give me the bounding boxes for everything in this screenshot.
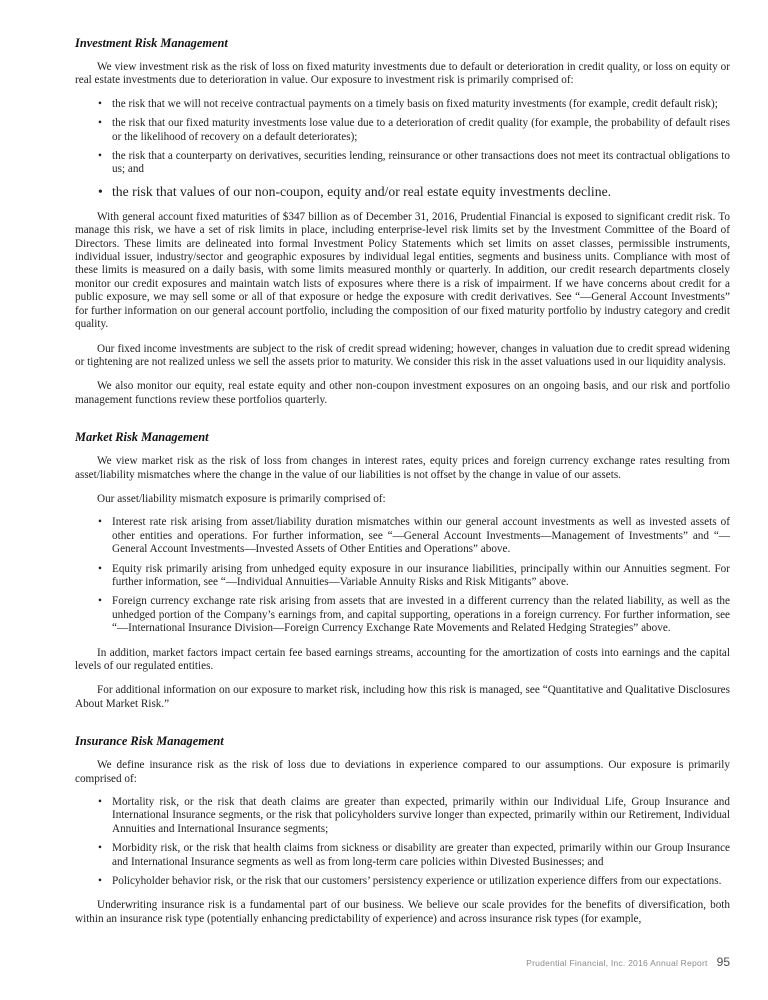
- bullet-item: • the risk that we will not receive contractual payments on a timely basis on fixed maturity investments (for example, credit default risk);: [112, 98, 730, 111]
- report-title-label: Prudential Financial, Inc. 2016 Annual Report: [526, 958, 708, 968]
- paragraph: With general account fixed maturities of $347 billion as of December 31, 2016, Prudential Financial is exposed to significant credit risk. To manage this risk, we have a set of risk limits in place, including enterprise-level risk limits set by the Investment Committee of the Board of Directors. These limits are delineated into formal Investment Policy Statements which set limits on asset classes, permissible instruments, individual issuer, industry/sector and geographic exposures by individual legal entities, segments and business units. Compliance with most of these limits is measured on a daily basis, with some limits measured monthly or quarterly. In addition, our credit research departments closely monitor our credit exposures and maintain watch lists of exposures where there is a risk of impairment. If we have concerns about credit for a public exposure, we may sell some or all of that exposure or hedge the exposure with credit derivatives. See “—General Account Investments” for further information on our general account portfolio, including the composition of our fixed maturity portfolio by industry category and credit quality.: [75, 210, 730, 331]
- paragraph: Our fixed income investments are subject to the risk of credit spread widening; however, changes in valuation due to credit spread widening or tightening are not realized unless we sell the assets prior to maturity. We consider this risk in the asset valuations used in our liquidity analysis.: [75, 342, 730, 368]
- paragraph: Our asset/liability mismatch exposure is primarily comprised of:: [97, 492, 386, 505]
- bullet-item: • Mortality risk, or the risk that death claims are greater than expected, primarily within our Individual Life, Group Insurance and International Insurance segments, or the risk that policyholders survive longer than expected, primarily within our Retirement, Individual Annuities and International Insurance segments;: [112, 796, 730, 836]
- section-heading: Market Risk Management: [75, 430, 209, 445]
- paragraph: In addition, market factors impact certain fee based earnings streams, accounting for the amortization of costs into earnings and the capital levels of our regulated entities.: [75, 646, 730, 672]
- section-investment-risk-management: [75, 36, 730, 407]
- bullet-item: • the risk that a counterparty on derivatives, securities lending, reinsurance or other transactions does not meet its contractual obligations to us; and: [112, 150, 730, 177]
- bullet-list: [75, 98, 730, 200]
- paragraph: We also monitor our equity, real estate equity and other non-coupon investment exposures on an ongoing basis, and our risk and portfolio management functions review these portfolios quarterly.: [75, 380, 730, 406]
- page-number: 95: [716, 955, 730, 969]
- bullet-item: • the risk that our fixed maturity investments lose value due to a deterioration of credit quality (for example, the probability of default rises or the likelihood of recovery on a default deteriorates);: [112, 117, 730, 144]
- page-footer: [526, 955, 730, 969]
- bullet-item-large: • the risk that values of our non-coupon, equity and/or real estate equity investments decline.: [112, 184, 730, 200]
- paragraph: We view investment risk as the risk of loss on fixed maturity investments due to default or deterioration in credit quality, or loss on equity or real estate investments due to deterioration in value. Our exposure to investment risk is primarily comprised of:: [75, 61, 730, 87]
- bullet-item: • Interest rate risk arising from asset/liability duration mismatches within our general account investments as well as invested assets of other entities and operations. For further information, see “—General Account Investments—Management of Investments” and “—General Account Investments—Invested Assets of Other Entities and Operations” above.: [112, 516, 730, 556]
- bullet-item: • Policyholder behavior risk, or the risk that our customers’ persistency experience or utilization experience differs from our expectations.: [112, 875, 730, 888]
- section-heading: Insurance Risk Management: [75, 734, 224, 749]
- bullet-list: [75, 796, 730, 888]
- bullet-list: [75, 516, 730, 635]
- section-insurance-risk-management: [75, 734, 730, 926]
- paragraph: For additional information on our exposure to market risk, including how this risk is managed, see “Quantitative and Qualitative Disclosures About Market Risk.”: [75, 684, 730, 710]
- paragraph: We define insurance risk as the risk of loss due to deviations in experience compared to our assumptions. Our exposure is primarily comprised of:: [75, 759, 730, 785]
- paragraph: Underwriting insurance risk is a fundamental part of our business. We believe our scale provides for the benefits of diversification, both within an insurance risk type (potentially enhancing predictability of experience) and across insurance risk types (for example,: [75, 899, 730, 925]
- bullet-item: • Foreign currency exchange rate risk arising from assets that are invested in a different currency than the related liability, as well as the unhedged portion of the Company’s earnings from, and capital supporting, operations in a foreign currency. For further information, see “—International Insurance Division—Foreign Currency Exchange Rate Movements and Related Hedging Strategies” above.: [112, 595, 730, 635]
- section-market-risk-management: [75, 430, 730, 711]
- section-heading: Investment Risk Management: [75, 36, 228, 50]
- paragraph: We view market risk as the risk of loss from changes in interest rates, equity prices and foreign currency exchange rates resulting from asset/liability mismatches where the change in the value of our liabilities is not offset by the change in value of our assets.: [75, 455, 730, 481]
- bullet-item: • Equity risk primarily arising from unhedged equity exposure in our insurance liabilities, principally within our Annuities segment. For further information, see “—Individual Annuities—Variable Annuity Risks and Risk Mitigants” above.: [112, 563, 730, 590]
- bullet-item: • Morbidity risk, or the risk that health claims from sickness or disability are greater than expected, primarily within our Group Insurance and International Insurance segments as well as from long-term care policies within Divested Businesses; and: [112, 842, 730, 869]
